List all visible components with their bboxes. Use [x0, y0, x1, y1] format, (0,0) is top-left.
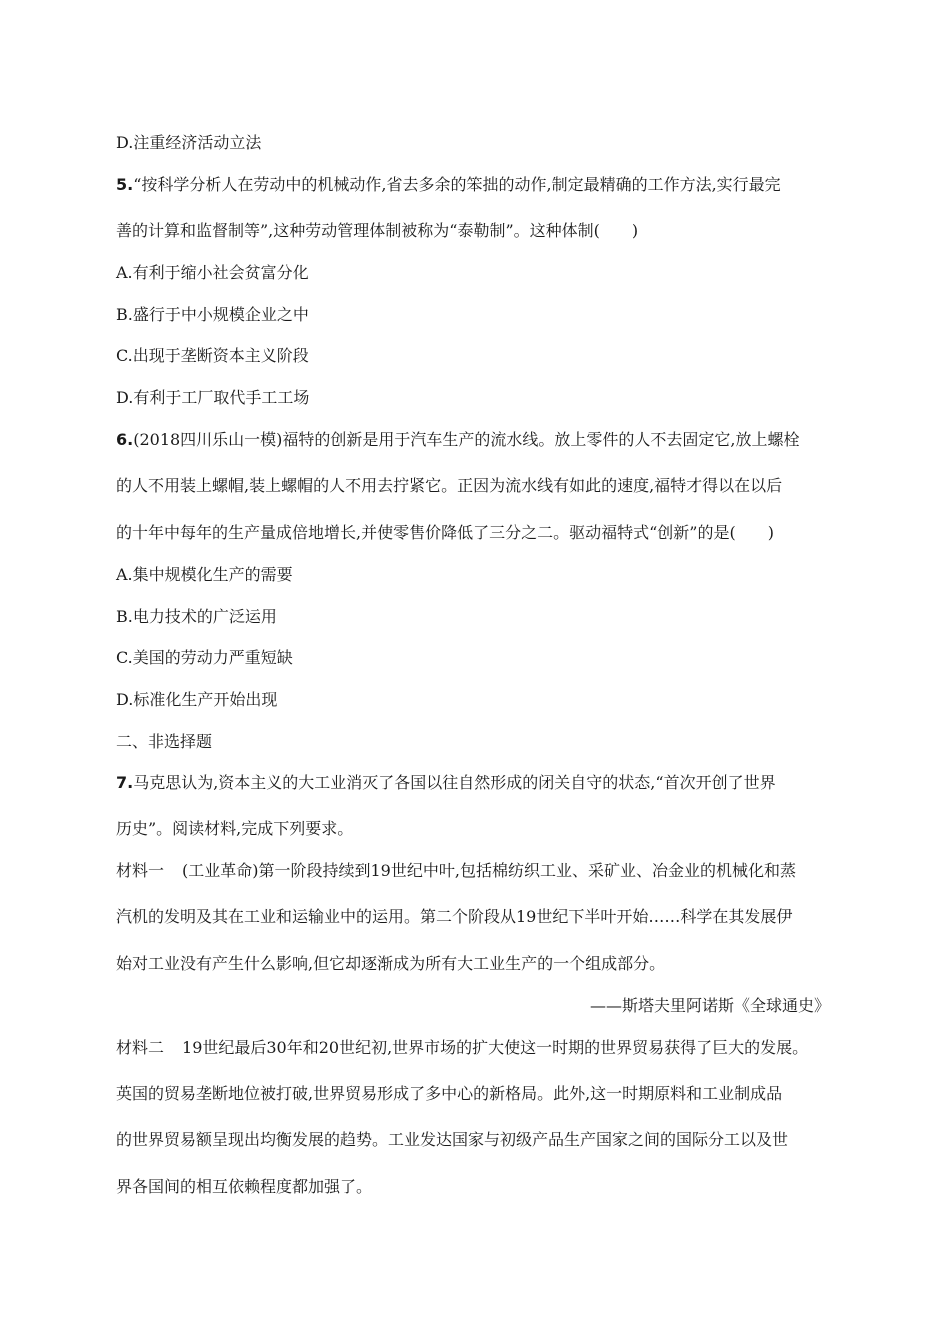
- q7-stem-line2: 历史”。阅读材料,完成下列要求。: [116, 819, 354, 838]
- q6-number: 6.: [116, 430, 134, 449]
- material2-label: 材料二: [116, 1038, 165, 1057]
- material2-text1: 19世纪最后30年和20世纪初,世界市场的扩大使这一时期的世界贸易获得了巨大的发展。: [182, 1038, 809, 1057]
- q6-stem-line1: [116, 429, 800, 451]
- material2-line2: 英国的贸易垄断地位被打破,世界贸易形成了多中心的新格局。此外,这一时期原料和工业制成品: [116, 1084, 783, 1103]
- material1-line2: 汽机的发明及其在工业和运输业中的运用。第二个阶段从19世纪下半叶开始……科学在其发展伊: [116, 907, 793, 926]
- q6-option-c: C.美国的劳动力严重短缺: [116, 648, 293, 667]
- q5-stem-line1: [116, 174, 781, 196]
- material1-label: 材料一: [116, 861, 165, 880]
- q5-option-d: D.有利于工厂取代手工工场: [116, 388, 310, 407]
- q6-option-a: A.集中规模化生产的需要: [116, 565, 293, 584]
- q5-option-c: C.出现于垄断资本主义阶段: [116, 346, 309, 365]
- q5-stem-text1: “按科学分析人在劳动中的机械动作,省去多余的笨拙的动作,制定最精确的工作方法,实行最完: [133, 175, 781, 194]
- q6-option-b: B.电力技术的广泛运用: [116, 607, 277, 626]
- material1-line1: [116, 860, 796, 882]
- q6-stem-line3: 的十年中每年的生产量成倍地增长,并使零售价降低了三分之二。驱动福特式“创新”的是( ): [116, 523, 774, 542]
- material1-line3: 始对工业没有产生什么影响,但它却逐渐成为所有大工业生产的一个组成部分。: [116, 954, 666, 973]
- q7-number: 7.: [116, 773, 134, 792]
- material1-text1: (工业革命)第一阶段持续到19世纪中叶,包括棉纺织工业、采矿业、冶金业的机械化和蒸: [182, 861, 796, 880]
- q4-option-d: D.注重经济活动立法: [116, 133, 262, 152]
- q5-stem-line2: 善的计算和监督制等”,这种劳动管理体制被称为“泰勒制”。这种体制( ): [116, 221, 639, 240]
- q6-option-d: D.标准化生产开始出现: [116, 690, 278, 709]
- section-title: 二、非选择题: [116, 732, 213, 751]
- q5-number: 5.: [116, 175, 134, 194]
- material2-line4: 界各国间的相互依赖程度都加强了。: [116, 1177, 373, 1196]
- q6-stem-text1: (2018四川乐山一模)福特的创新是用于汽车生产的流水线。放上零件的人不去固定它,放上螺栓: [133, 430, 800, 449]
- q5-option-a: A.有利于缩小社会贫富分化: [116, 263, 309, 282]
- q7-stem-text1: 马克思认为,资本主义的大工业消灭了各国以往自然形成的闭关自守的状态,“首次开创了世界: [133, 773, 776, 792]
- material2-line1: [116, 1037, 808, 1059]
- material1-source: ——斯塔夫里阿诺斯《全球通史》: [589, 996, 830, 1015]
- q7-stem-line1: [116, 772, 776, 794]
- material2-line3: 的世界贸易额呈现出均衡发展的趋势。工业发达国家与初级产品生产国家之间的国际分工以及世: [116, 1130, 789, 1149]
- q5-option-b: B.盛行于中小规模企业之中: [116, 305, 309, 324]
- q6-stem-line2: 的人不用装上螺帽,装上螺帽的人不用去拧紧它。正因为流水线有如此的速度,福特才得以在以后: [116, 476, 783, 495]
